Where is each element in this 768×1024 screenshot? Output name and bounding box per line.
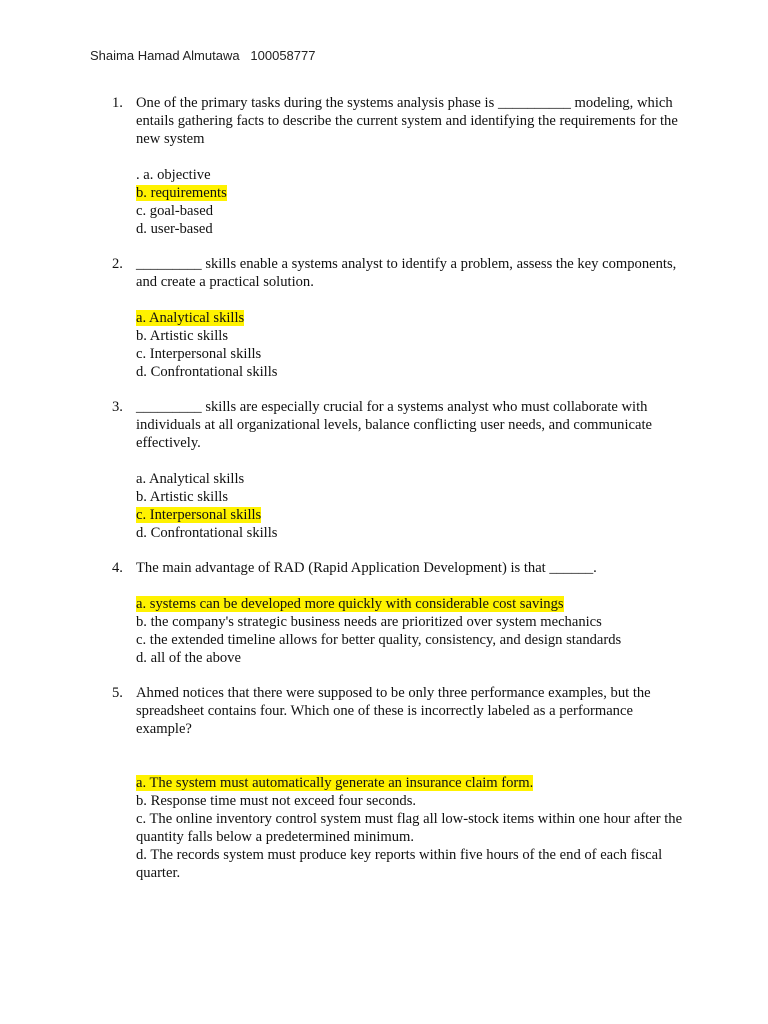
question-number: 2. [112,256,123,272]
question-text: _________ skills are especially crucial for a systems analyst who must collaborate with individuals at all organizational levels, balance conflicting user needs, and communicate effectively. [136,399,653,451]
option-d: d. Confrontational skills [136,364,278,380]
option-d: d. Confrontational skills [136,525,278,541]
question-number: 3. [112,399,123,415]
question-number: 5. [112,685,123,701]
option-d: d. all of the above [136,650,241,666]
option-b: b. Artistic skills [136,328,229,344]
question-text: _________ skills enable a systems analyst to identify a problem, assess the key components, and create a practical solution. [136,256,677,290]
option-c-highlighted: c. Interpersonal skills [136,507,262,523]
option-a-highlighted: a. The system must automatically generate an insurance claim form. [136,775,534,791]
question-number: 1. [112,95,123,111]
option-c: c. the extended timeline allows for better quality, consistency, and design standards [136,632,622,648]
option-a: . a. objective [136,167,211,183]
question-1 [112,94,692,238]
option-a-highlighted: a. Analytical skills [136,310,245,326]
question-text: One of the primary tasks during the systems analysis phase is __________ modeling, which entails gathering facts to describe the current system and identifying the requirements for the new system [136,95,678,147]
option-d: d. user-based [136,221,213,237]
question-text: The main advantage of RAD (Rapid Application Development) is that ______. [136,560,597,576]
option-d: d. The records system must produce key reports within five hours of the end of each fiscal quarter. [136,847,663,881]
question-2 [112,255,692,381]
option-b: b. the company's strategic business needs are prioritized over system mechanics [136,614,602,630]
option-c: c. Interpersonal skills [136,346,262,362]
option-a: a. Analytical skills [136,471,245,487]
option-b: b. Response time must not exceed four seconds. [136,793,417,809]
question-3 [112,398,692,542]
question-text: Ahmed notices that there were supposed to be only three performance examples, but the spreadsheet contains four. Which one of these is incorrectly labeled as a performance example? [136,685,651,737]
question-5 [112,684,692,882]
option-c: c. The online inventory control system must flag all low-stock items within one hour after the quantity falls below a predetermined minimum. [136,811,683,845]
option-b: b. Artistic skills [136,489,229,505]
option-c: c. goal-based [136,203,213,219]
option-a-highlighted: a. systems can be developed more quickly with considerable cost savings [136,596,564,612]
student-name-id: Shaima Hamad Almutawa 100058777 [90,48,316,63]
option-b-highlighted: b. requirements [136,185,227,201]
question-4 [112,559,692,667]
question-number: 4. [112,560,123,576]
